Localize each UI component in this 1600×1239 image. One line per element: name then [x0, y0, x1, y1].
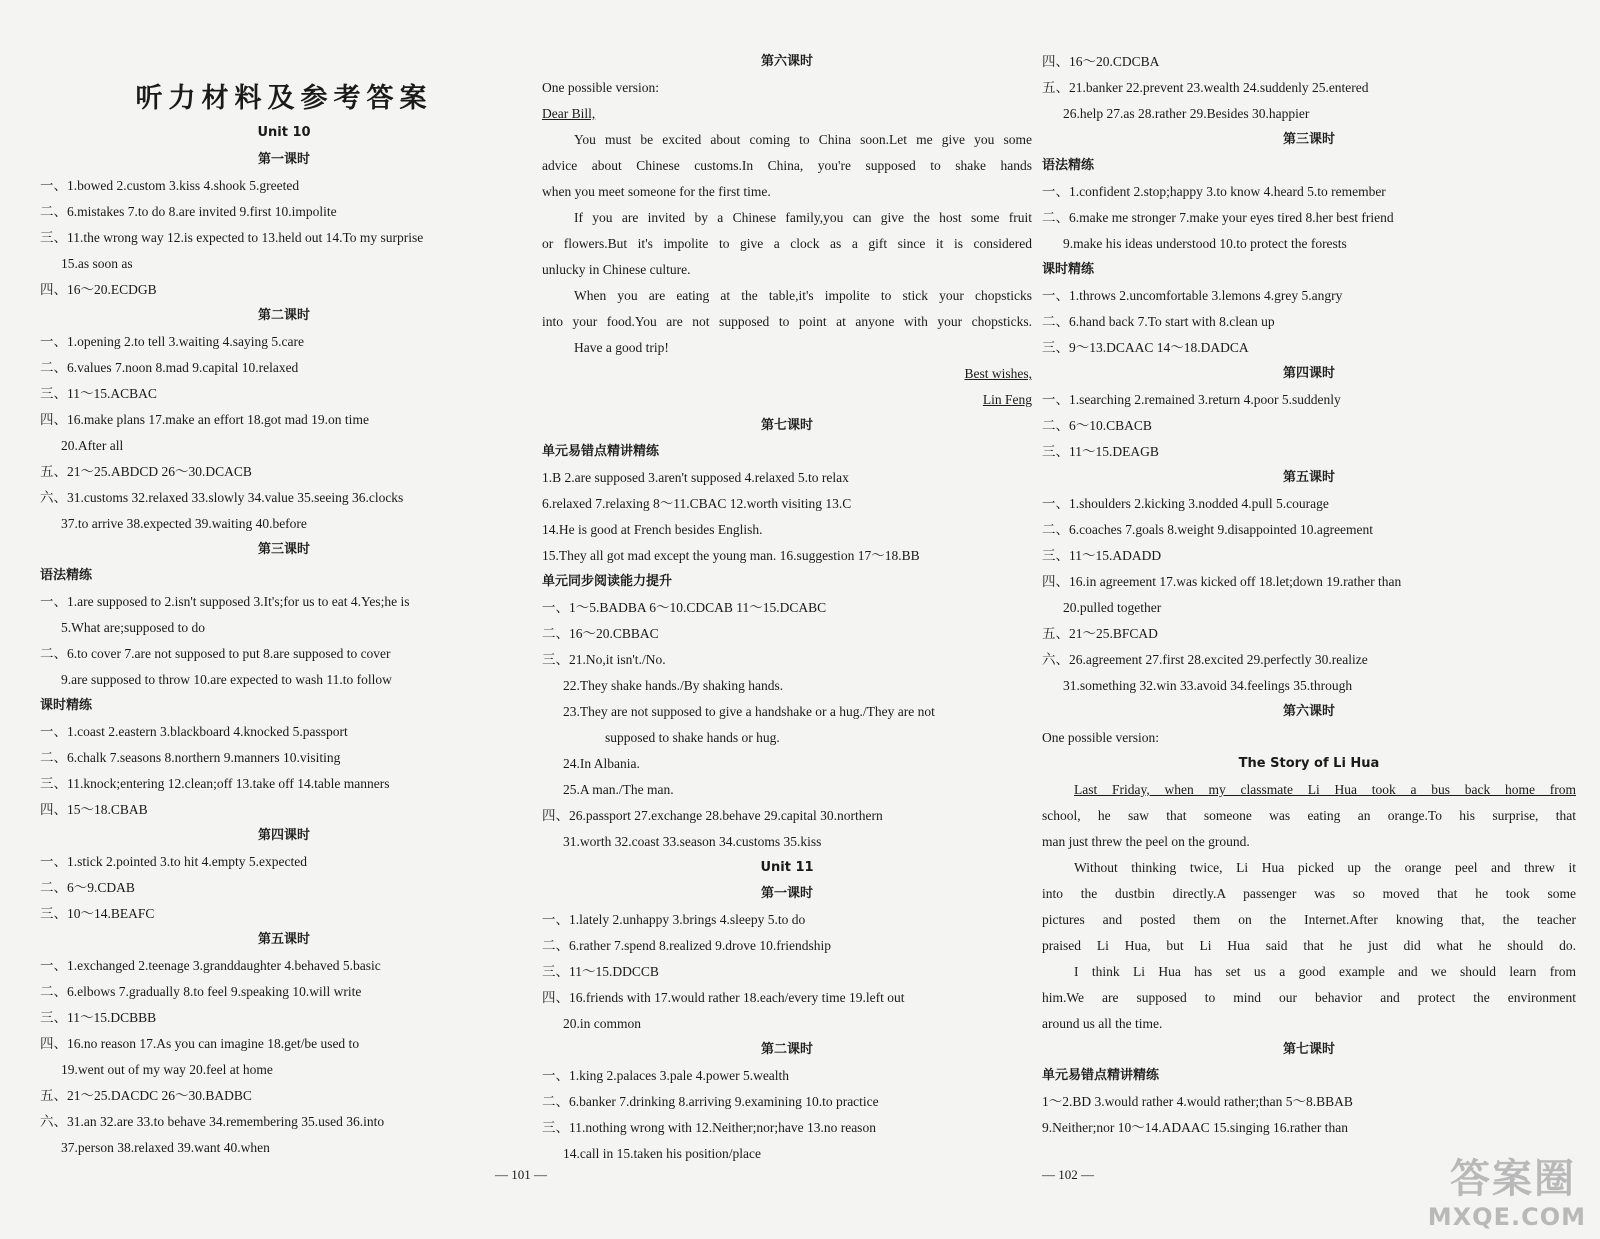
col2-line: 14.He is good at French besides English.: [542, 522, 763, 537]
col3-line: 第五课时: [1282, 470, 1335, 485]
col3-line: 四、16～20.CDCBA: [1042, 54, 1160, 69]
col1-line: 五、21～25.DACDC 26～30.BADBC: [40, 1088, 252, 1103]
col1-line: 三、11.knock;entering 12.clean;off 13.take off 14.table manners: [40, 776, 390, 791]
col2-line: 15.They all got mad except the young man. 16.suggestion 17～18.BB: [542, 548, 920, 563]
col2-line: 22.They shake hands./By shaking hands.: [563, 678, 784, 693]
col2-line: 三、21.No,it isn't./No.: [542, 652, 666, 667]
page-number-101: — 101 —: [495, 1167, 547, 1182]
col3-line: 三、11～15.ADADD: [1042, 548, 1162, 563]
col2-line: You must be excited about coming to China soon.Let me give you some: [574, 132, 1032, 147]
col2-line: 14.call in 15.taken his position/place: [563, 1146, 761, 1161]
col2-line: Best wishes,: [964, 366, 1032, 381]
col1-line: 二、6～9.CDAB: [40, 880, 135, 895]
col3-line: 三、9～13.DCAAC 14～18.DADCA: [1042, 340, 1249, 355]
col3-line: school, he saw that someone was eating an orange.To his surprise, that: [1042, 808, 1576, 823]
page-number-102: — 102 —: [1042, 1167, 1094, 1182]
col2-line: 单元同步阅读能力提升: [542, 574, 673, 589]
watermark-logo: [1416, 1147, 1586, 1231]
col2-line: 第一课时: [760, 886, 813, 901]
col1-line: Unit 10: [257, 125, 311, 140]
col1-line: 一、1.are supposed to 2.isn't supposed 3.It's;for us to eat 4.Yes;he is: [40, 594, 410, 609]
col2-line: 31.worth 32.coast 33.season 34.customs 35.kiss: [563, 834, 822, 849]
col3-line: 一、1.confident 2.stop;happy 3.to know 4.heard 5.to remember: [1042, 184, 1386, 199]
col2-line: advice about Chinese customs.In China, you're supposed to shake hands: [542, 158, 1032, 173]
col2-line: 24.In Albania.: [563, 756, 640, 771]
col3-line: 三、11～15.DEAGB: [1042, 444, 1159, 459]
col1-line: 三、11.the wrong way 12.is expected to 13.held out 14.To my surprise: [40, 230, 424, 245]
col3-line: 二、6.coaches 7.goals 8.weight 9.disappointed 10.agreement: [1042, 522, 1374, 537]
col1-line: 5.What are;supposed to do: [61, 620, 205, 635]
watermark-url: MXQE.COM: [1427, 1203, 1586, 1231]
col3-line: I think Li Hua has set us a good example and we should learn from: [1074, 964, 1576, 979]
col1-line: 第二课时: [257, 308, 310, 323]
col3-line: 第三课时: [1282, 132, 1335, 147]
col1-line: 四、15～18.CBAB: [40, 802, 148, 817]
col1-line: 第五课时: [257, 932, 310, 947]
col1-line: 二、6.chalk 7.seasons 8.northern 9.manners 10.visiting: [40, 750, 341, 765]
col2-line: 20.in common: [563, 1016, 641, 1031]
col1-line: 一、1.exchanged 2.teenage 3.granddaughter 4.behaved 5.basic: [40, 958, 381, 973]
col3-line: 9.make his ideas understood 10.to protect the forests: [1063, 236, 1347, 251]
col1-line: 37.to arrive 38.expected 39.waiting 40.before: [61, 516, 307, 531]
col1-line: 语法精练: [40, 568, 93, 583]
col3-line: praised Li Hua, but Li Hua said that he just did what he should do.: [1042, 938, 1576, 953]
col3-line: Last Friday, when my classmate Li Hua took a bus back home from: [1074, 782, 1576, 797]
col1-line: 第三课时: [257, 542, 310, 557]
col2-line: 单元易错点精讲精练: [542, 444, 660, 459]
col3-line: 五、21～25.BFCAD: [1042, 626, 1158, 641]
col2-line: when you meet someone for the first time.: [542, 184, 771, 199]
col2-line: 四、26.passport 27.exchange 28.behave 29.capital 30.northern: [542, 808, 883, 823]
col2-line: into your food.You are not supposed to point at anyone with your chopsticks.: [542, 314, 1032, 329]
col2-line: Unit 11: [760, 860, 814, 875]
col2-line: 三、11.nothing wrong with 12.Neither;nor;have 13.no reason: [542, 1120, 876, 1135]
col3-line: 二、6.hand back 7.To start with 8.clean up: [1042, 314, 1275, 329]
col2-line: 一、1.king 2.palaces 3.pale 4.power 5.wealth: [542, 1068, 790, 1083]
col1-line: 四、16.make plans 17.make an effort 18.got mad 19.on time: [40, 412, 369, 427]
col1-line: 一、1.bowed 2.custom 3.kiss 4.shook 5.greeted: [40, 178, 300, 193]
col3-line: The Story of Li Hua: [1238, 756, 1380, 771]
col3-line: 四、16.in agreement 17.was kicked off 18.let;down 19.rather than: [1042, 574, 1402, 589]
col2-line: One possible version:: [542, 80, 659, 95]
col3-line: into the dustbin directly.A passenger was so moved that he took some: [1042, 886, 1576, 901]
col2-line: 1.B 2.are supposed 3.aren't supposed 4.relaxed 5.to relax: [542, 470, 849, 485]
col2-line: or flowers.But it's impolite to give a clock as a gift since it is considered: [542, 236, 1032, 251]
col3-line: 第七课时: [1282, 1042, 1335, 1057]
col3-line: 一、1.throws 2.uncomfortable 3.lemons 4.grey 5.angry: [1042, 288, 1343, 303]
col1-line: 37.person 38.relaxed 39.want 40.when: [61, 1140, 270, 1155]
col2-line: 三、11～15.DDCCB: [542, 964, 659, 979]
col2-line: When you are eating at the table,it's impolite to stick your chopsticks: [574, 288, 1032, 303]
col1-line: 一、1.opening 2.to tell 3.waiting 4.saying 5.care: [40, 334, 304, 349]
col1-line: 二、6.mistakes 7.to do 8.are invited 9.first 10.impolite: [40, 204, 337, 219]
col1-line: 二、6.to cover 7.are not supposed to put 8.are supposed to cover: [40, 646, 391, 661]
col3-line: 26.help 27.as 28.rather 29.Besides 30.happier: [1063, 106, 1310, 121]
col2-line: 25.A man./The man.: [563, 782, 674, 797]
col1-line: 五、21～25.ABDCD 26～30.DCACB: [40, 464, 252, 479]
col2-line: Dear Bill,: [542, 106, 596, 121]
col3-line: 单元易错点精讲精练: [1042, 1068, 1160, 1083]
col1-line: 9.are supposed to throw 10.are expected to wash 11.to follow: [61, 672, 392, 687]
watermark-title: 答案圈: [1450, 1156, 1576, 1202]
col2-line: 二、6.rather 7.spend 8.realized 9.drove 10.friendship: [542, 938, 832, 953]
col3-line: 20.pulled together: [1063, 600, 1162, 615]
col3-line: 一、1.searching 2.remained 3.return 4.poor 5.suddenly: [1042, 392, 1341, 407]
col1-line: 四、16～20.ECDGB: [40, 282, 157, 297]
col3-line: 1～2.BD 3.would rather 4.would rather;than 5～8.BBAB: [1042, 1094, 1353, 1109]
col2-line: 四、16.friends with 17.would rather 18.each/every time 19.left out: [542, 990, 905, 1005]
col2-line: 二、16～20.CBBAC: [542, 626, 659, 641]
col2-line: 第六课时: [760, 54, 813, 69]
col1-line: 一、1.stick 2.pointed 3.to hit 4.empty 5.expected: [40, 854, 307, 869]
col1-line: 三、10～14.BEAFC: [40, 906, 155, 921]
col3-line: 五、21.banker 22.prevent 23.wealth 24.suddenly 25.entered: [1042, 80, 1369, 95]
col2-line: 一、1～5.BADBA 6～10.CDCAB 11～15.DCABC: [542, 600, 827, 615]
col3-line: man just threw the peel on the ground.: [1042, 834, 1250, 849]
col2-line: 6.relaxed 7.relaxing 8～11.CBAC 12.worth visiting 13.C: [542, 496, 852, 511]
col2-line: unlucky in Chinese culture.: [542, 262, 691, 277]
big-title: 听力材料及参考答案: [135, 83, 433, 114]
col1-line: 第四课时: [257, 828, 310, 843]
col1-line: 第一课时: [257, 152, 310, 167]
col2-line: 第七课时: [760, 418, 813, 433]
col2-line: 二、6.banker 7.drinking 8.arriving 9.examining 10.to practice: [542, 1094, 879, 1109]
col1-line: 20.After all: [61, 438, 124, 453]
col3-line: 课时精练: [1042, 262, 1095, 277]
col3-line: 9.Neither;nor 10～14.ADAAC 15.singing 16.rather than: [1042, 1120, 1348, 1135]
col2-line: 第二课时: [760, 1042, 813, 1057]
col3-line: him.We are supposed to mind our behavior and protect the environment: [1042, 990, 1576, 1005]
col2-line: Lin Feng: [982, 392, 1032, 407]
col3-line: pictures and posted them on the Internet.After knowing that, the teacher: [1042, 912, 1576, 927]
col2-line: 一、1.lately 2.unhappy 3.brings 4.sleepy 5.to do: [542, 912, 806, 927]
col1-line: 六、31.an 32.are 33.to behave 34.remembering 35.used 36.into: [40, 1114, 385, 1129]
col2-line: Have a good trip!: [574, 340, 669, 355]
col3-line: One possible version:: [1042, 730, 1159, 745]
col3-line: 二、6～10.CBACB: [1042, 418, 1152, 433]
col2-line: supposed to shake hands or hug.: [605, 730, 780, 745]
col3-line: around us all the time.: [1042, 1016, 1163, 1031]
col3-line: 一、1.shoulders 2.kicking 3.nodded 4.pull 5.courage: [1042, 496, 1329, 511]
col3-line: Without thinking twice, Li Hua picked up the orange peel and threw it: [1074, 860, 1576, 875]
col2-line: 23.They are not supposed to give a handshake or a hug./They are not: [563, 704, 935, 719]
col3-line: 第四课时: [1282, 366, 1335, 381]
col1-line: 三、11～15.ACBAC: [40, 386, 157, 401]
col3-line: 二、6.make me stronger 7.make your eyes tired 8.her best friend: [1042, 210, 1394, 225]
col1-line: 一、1.coast 2.eastern 3.blackboard 4.knocked 5.passport: [40, 724, 348, 739]
col3-line: 第六课时: [1282, 704, 1335, 719]
col3-line: 31.something 32.win 33.avoid 34.feelings 35.through: [1063, 678, 1353, 693]
col1-line: 三、11～15.DCBBB: [40, 1010, 157, 1025]
col1-line: 19.went out of my way 20.feel at home: [61, 1062, 273, 1077]
col2-line: If you are invited by a Chinese family,you can give the host some fruit: [574, 210, 1032, 225]
col3-line: 语法精练: [1042, 158, 1095, 173]
col1-line: 四、16.no reason 17.As you can imagine 18.get/be used to: [40, 1036, 360, 1051]
col1-line: 二、6.elbows 7.gradually 8.to feel 9.speaking 10.will write: [40, 984, 362, 999]
col1-line: 课时精练: [40, 698, 93, 713]
col1-line: 二、6.values 7.noon 8.mad 9.capital 10.relaxed: [40, 360, 299, 375]
col3-line: 六、26.agreement 27.first 28.excited 29.perfectly 30.realize: [1042, 652, 1368, 667]
col1-line: 15.as soon as: [61, 256, 133, 271]
col1-line: 六、31.customs 32.relaxed 33.slowly 34.value 35.seeing 36.clocks: [40, 490, 404, 505]
